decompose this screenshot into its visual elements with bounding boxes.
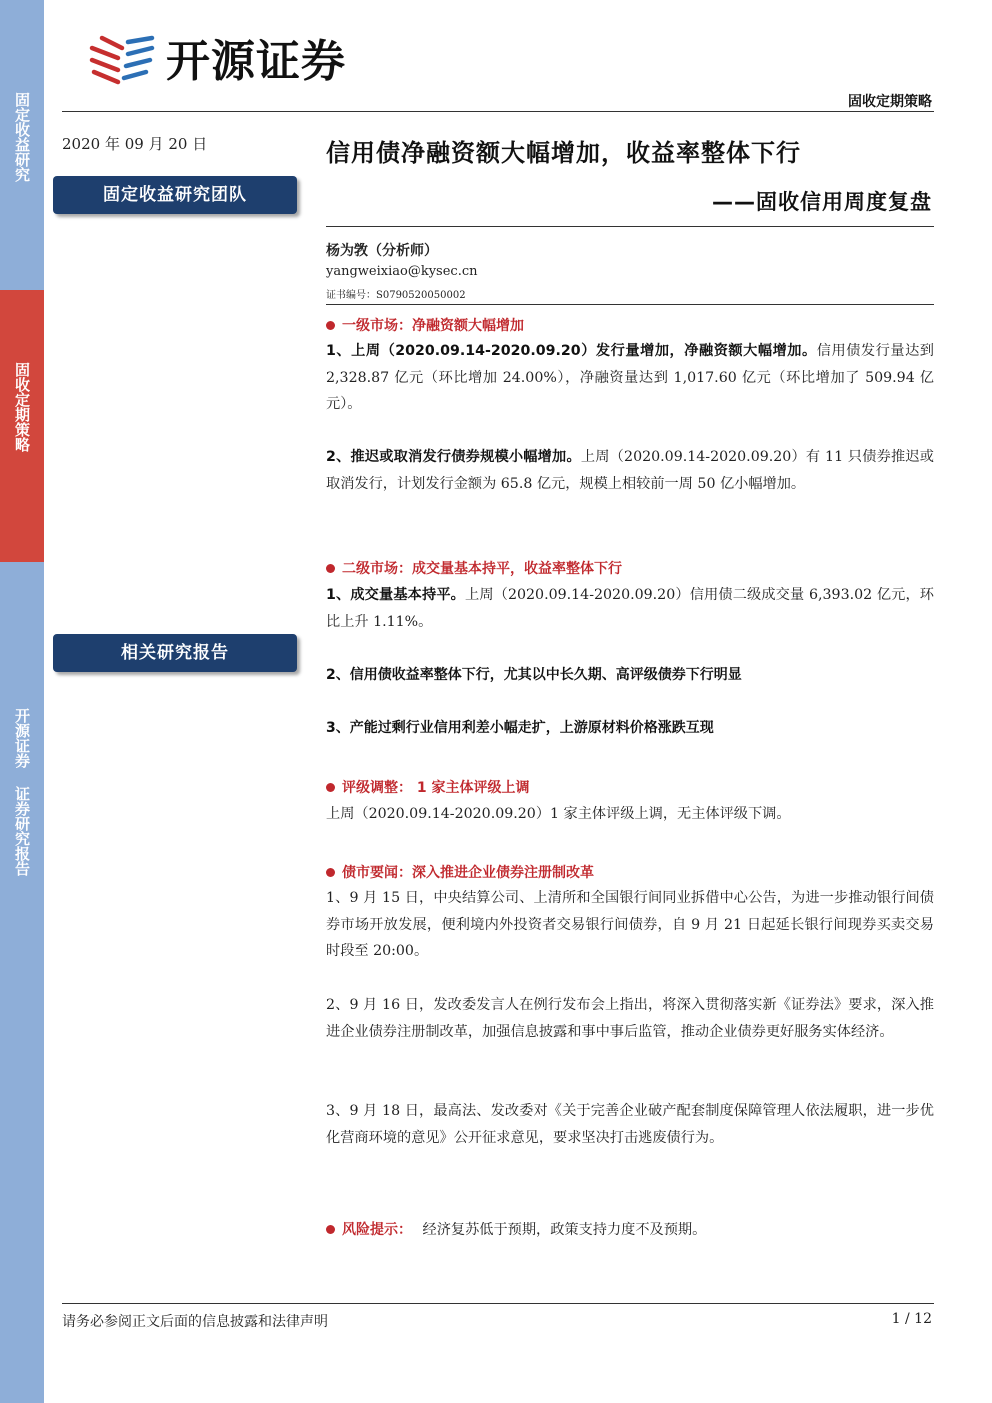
side-strip [0,0,44,1403]
report-title: 信用债净融资额大幅增加，收益率整体下行 [326,139,801,167]
side-label-bottom: 开源证券 证券研究报告 [13,708,31,876]
risk-note: 风险提示： 经济复苏低于预期，政策支持力度不及预期。 [326,1217,934,1244]
report-date: 2020 年 09 月 20 日 [62,135,208,153]
team-banner: 固定收益研究团队 [53,176,297,214]
side-label-top: 固定收益研究 [13,92,31,182]
cert-number: 证书编号：S0790520050002 [326,290,466,301]
author-rule [326,304,934,305]
bullet-icon [326,1225,335,1234]
section-heading-secondary-market: 二级市场：成交量基本持平，收益率整体下行 [326,556,934,583]
section-heading-news: 债市要闻：深入推进企业债券注册制改革 [326,860,934,887]
header-rule [62,111,934,112]
brand-name: 开源证券 [166,36,346,87]
header-tag: 固收定期策略 [848,94,932,110]
bullet-icon [326,564,335,573]
bullet-icon [326,783,335,792]
paragraph-postponed: 2、推迟或取消发行债券规模小幅增加。上周（2020.09.14-2020.09.20）有 11 只债券推迟或取消发行，计划发行金额为 65.8 亿元，规模上相较前一周 50 亿小幅增加。 [326,449,934,492]
paragraph-ratings: 上周（2020.09.14-2020.09.20）1 家主体评级上调，无主体评级下调。 [326,806,791,822]
footer-disclaimer: 请务必参阅正文后面的信息披露和法律声明 [62,1314,328,1330]
news-item-3: 3、9 月 18 日，最高法、发改委对《关于完善企业破产配套制度保障管理人依法履职，进一步优化营商环境的意见》公开征求意见，要求坚决打击逃废债行为。 [326,1103,934,1146]
report-subtitle: ——固收信用周度复盘 [712,190,932,214]
author-name: 杨为敩（分析师） [326,243,438,259]
paragraph-spreads: 3、产能过剩行业信用利差小幅走扩，上游原材料价格涨跌互现 [326,720,714,736]
logo-icon [88,34,158,90]
bullet-icon [326,321,335,330]
side-label-mid: 固收定期策略 [13,362,31,452]
title-rule [326,226,934,227]
news-item-2: 2、9 月 16 日，发改委发言人在例行发布会上指出，将深入贯彻落实新《证券法》要求，深入推进企业债券注册制改革，加强信息披露和事中事后监管，推动企业债券更好服务实体经济。 [326,997,934,1040]
paragraph-yields: 2、信用债收益率整体下行，尤其以中长久期、高评级债券下行明显 [326,667,742,683]
paragraph-volume: 1、成交量基本持平。上周（2020.09.14-2020.09.20）信用债二级成交量 6,393.02 亿元，环比上升 1.11%。 [326,587,934,630]
footer-rule [62,1303,934,1304]
page-number: 1 / 12 [891,1311,932,1327]
related-reports-banner: 相关研究报告 [53,634,297,672]
author-email[interactable]: yangweixiao@kysec.cn [326,264,478,279]
paragraph-issuance: 1、上周（2020.09.14-2020.09.20）发行量增加，净融资额大幅增加。信用债发行量达到 2,328.87 亿元（环比增加 24.00%），净融资量达到 1,017.60 亿元（环比增加了 509.94 亿元）。 [326,343,934,412]
section-heading-ratings: 评级调整： 1 家主体评级上调 [326,775,934,802]
news-item-1: 1、9 月 15 日，中央结算公司、上清所和全国银行间同业拆借中心公告，为进一步推动银行间债券市场开放发展，便利境内外投资者交易银行间债券，自 9 月 21 日起延长银行间现券买卖交易时段至 20:00。 [326,890,934,959]
section-heading-primary-market: 一级市场：净融资额大幅增加 [326,313,934,340]
bullet-icon [326,868,335,877]
